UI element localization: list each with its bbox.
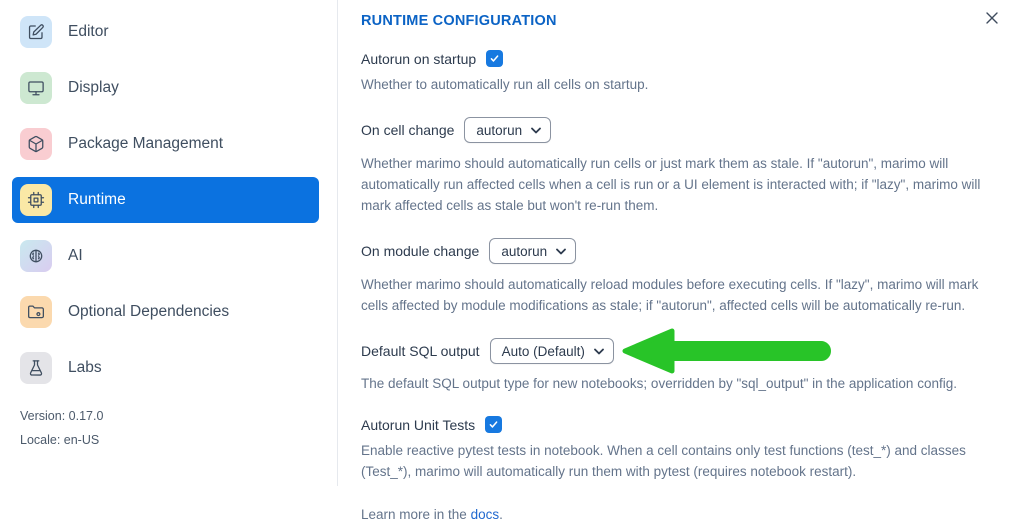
sidebar-meta xyxy=(20,409,337,447)
setting-label: On cell change xyxy=(361,122,455,138)
locale-text: Locale: en-US xyxy=(20,433,100,447)
chevron-down-icon xyxy=(531,127,541,134)
settings-sidebar xyxy=(0,0,338,486)
chevron-down-icon xyxy=(556,248,566,255)
sidebar-item-label: Editor xyxy=(68,23,109,40)
sidebar-item-label: Labs xyxy=(68,359,102,376)
default-sql-output-select[interactable] xyxy=(490,338,614,364)
sidebar-item-editor[interactable] xyxy=(12,9,319,55)
sidebar-item-package-management[interactable] xyxy=(12,121,319,167)
flask-icon xyxy=(20,352,52,384)
sidebar-item-label: Runtime xyxy=(68,191,126,208)
close-icon xyxy=(986,12,998,24)
learn-more-line xyxy=(361,504,994,525)
sidebar-item-labs[interactable] xyxy=(12,345,319,391)
autorun-unit-tests-checkbox[interactable] xyxy=(485,416,502,433)
setting-description: Whether to automatically run all cells on startup. xyxy=(361,77,649,92)
package-icon xyxy=(20,128,52,160)
setting-description: Whether marimo should automatically reload modules before executing cells. If "lazy", marimo will mark cells affected by module modifications as stale; if "autorun", affected cells will be automatically re-run. xyxy=(361,277,979,313)
sidebar-item-label: Package Management xyxy=(68,135,224,152)
sidebar-item-display[interactable] xyxy=(12,65,319,111)
chevron-down-icon xyxy=(594,348,604,355)
sidebar-item-runtime[interactable] xyxy=(12,177,319,223)
runtime-settings-panel xyxy=(338,0,1014,522)
green-arrow-annotation xyxy=(620,327,833,375)
setting-default-sql-output xyxy=(361,338,994,394)
setting-label: Default SQL output xyxy=(361,343,480,359)
learn-more-suffix: . xyxy=(499,507,503,522)
page-title: RUNTIME CONFIGURATION xyxy=(361,13,557,29)
version-text: Version: 0.17.0 xyxy=(20,409,104,423)
setting-autorun-unit-tests xyxy=(361,416,994,482)
learn-more-text: Learn more in the xyxy=(361,507,471,522)
setting-label: Autorun Unit Tests xyxy=(361,416,476,433)
check-icon xyxy=(488,419,499,430)
docs-link[interactable]: docs xyxy=(470,507,500,522)
setting-description: Whether marimo should automatically run cells or just mark them as stale. If "autorun", marimo will automatically run affected cells when a cell is run or a UI element is interacted with; if "lazy", marimo will mark affected cells as stale but won't re-run them. xyxy=(361,156,981,213)
setting-autorun-on-startup xyxy=(361,50,994,95)
setting-on-module-change xyxy=(361,238,994,316)
setting-label: On module change xyxy=(361,243,480,259)
sidebar-item-label: AI xyxy=(68,247,83,264)
autorun-on-startup-checkbox[interactable] xyxy=(486,50,503,67)
setting-description: Enable reactive pytest tests in notebook. When a cell contains only test functions (test_*) and classes (Test_*), marimo will automatically run them with pytest (requires notebook restart). xyxy=(361,443,966,479)
on-cell-change-select[interactable] xyxy=(464,117,551,143)
select-value: Auto (Default) xyxy=(501,343,585,359)
sidebar-item-label: Display xyxy=(68,79,119,96)
setting-description: The default SQL output type for new notebooks; overridden by "sql_output" in the application config. xyxy=(361,376,957,391)
edit-icon xyxy=(20,16,52,48)
monitor-icon xyxy=(20,72,52,104)
sidebar-item-optional-dependencies[interactable] xyxy=(12,289,319,335)
on-module-change-select[interactable] xyxy=(489,238,576,264)
setting-label: Autorun on startup xyxy=(361,50,477,67)
brain-icon xyxy=(20,240,52,272)
check-icon xyxy=(489,53,500,64)
folder-icon xyxy=(20,296,52,328)
setting-on-cell-change xyxy=(361,117,994,216)
sidebar-item-ai[interactable] xyxy=(12,233,319,279)
close-button[interactable] xyxy=(984,10,1000,26)
select-value: autorun xyxy=(501,243,548,259)
select-value: autorun xyxy=(476,122,523,138)
cpu-icon xyxy=(20,184,52,216)
sidebar-item-label: Optional Dependencies xyxy=(68,303,230,320)
